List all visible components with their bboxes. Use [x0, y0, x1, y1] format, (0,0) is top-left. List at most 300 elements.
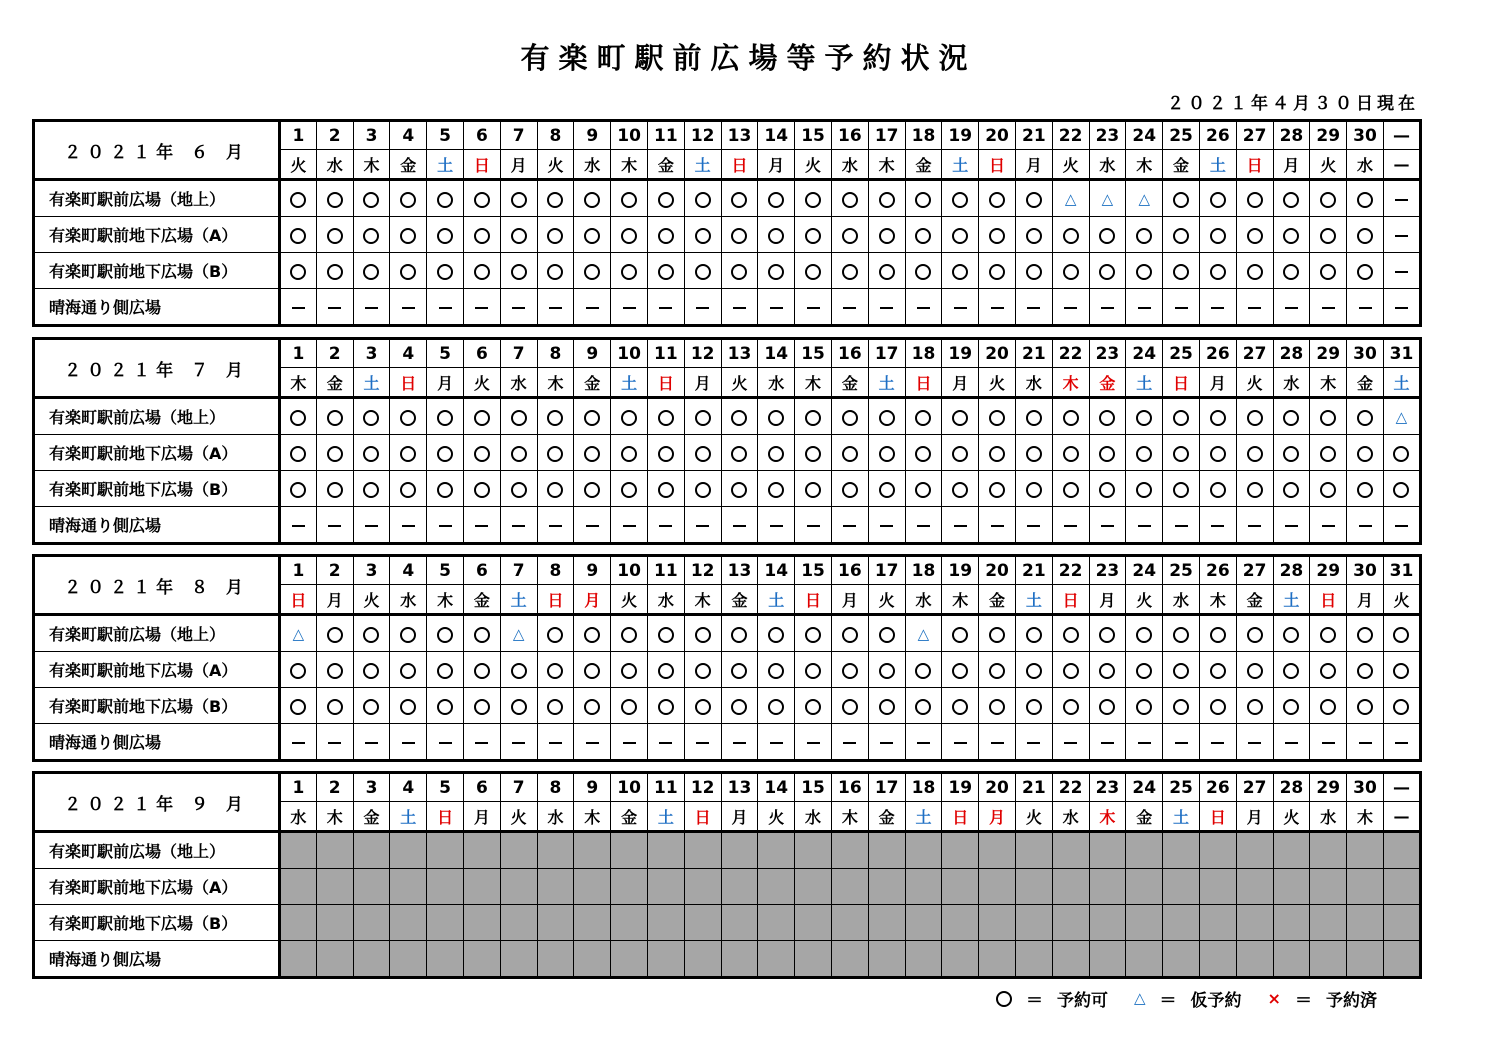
- status-available: [316, 688, 353, 724]
- status-not-open: [500, 832, 537, 869]
- circle-icon: [1173, 446, 1189, 462]
- day-number: 25: [1163, 773, 1200, 802]
- status-not-applicable: [1126, 289, 1163, 326]
- day-of-week: 木: [795, 368, 832, 398]
- circle-icon: [1357, 192, 1373, 208]
- status-available: [721, 471, 758, 507]
- day-number: 21: [1015, 121, 1052, 150]
- circle-icon: [363, 264, 379, 280]
- circle-icon: [1026, 228, 1042, 244]
- circle-icon: [363, 699, 379, 715]
- triangle-icon: △: [1064, 190, 1077, 208]
- status-available: [684, 471, 721, 507]
- status-available: [1347, 253, 1384, 289]
- day-number: 4: [390, 556, 427, 585]
- circle-icon: [1393, 699, 1409, 715]
- day-number: 13: [721, 773, 758, 802]
- circle-icon: [805, 192, 821, 208]
- status-available: [1089, 471, 1126, 507]
- status-not-open: [316, 905, 353, 941]
- circle-icon: [1210, 228, 1226, 244]
- circle-icon: [952, 446, 968, 462]
- circle-icon: [842, 446, 858, 462]
- day-of-week: 日: [647, 368, 684, 398]
- dash-icon: [733, 525, 746, 527]
- day-of-week: 水: [500, 368, 537, 398]
- day-of-week: 火: [1383, 585, 1420, 615]
- month-block: [32, 554, 1422, 762]
- day-of-week: 木: [1347, 802, 1384, 832]
- status-available: [758, 652, 795, 688]
- status-available: [1273, 253, 1310, 289]
- status-provisional: [905, 615, 942, 652]
- status-available: [868, 688, 905, 724]
- status-available: [1347, 615, 1384, 652]
- dash-icon: [365, 307, 378, 309]
- day-of-week: 金: [1347, 368, 1384, 398]
- circle-icon: [879, 627, 895, 643]
- status-available: [1199, 652, 1236, 688]
- dash-icon: [439, 307, 452, 309]
- circle-icon: [1099, 663, 1115, 679]
- status-available: [427, 471, 464, 507]
- circle-icon: [1173, 264, 1189, 280]
- day-number: 7: [500, 556, 537, 585]
- day-number: 5: [427, 773, 464, 802]
- day-number: 3: [353, 121, 390, 150]
- status-available: [280, 688, 317, 724]
- dash-icon: [1064, 525, 1077, 527]
- circle-icon: [1099, 627, 1115, 643]
- day-of-week: 日: [1052, 585, 1089, 615]
- facility-name: 有楽町駅前広場（地上）: [34, 832, 280, 869]
- status-not-applicable: [721, 507, 758, 544]
- status-not-open: [1089, 905, 1126, 941]
- status-available: [1236, 615, 1273, 652]
- circle-icon: [989, 410, 1005, 426]
- day-of-week: 月: [1015, 150, 1052, 180]
- circle-icon: [1063, 446, 1079, 462]
- status-not-open: [316, 869, 353, 905]
- day-number: 1: [280, 339, 317, 368]
- status-provisional: [280, 615, 317, 652]
- status-not-open: [1273, 832, 1310, 869]
- circle-icon: [290, 228, 306, 244]
- circle-icon: [474, 482, 490, 498]
- status-not-applicable: [611, 724, 648, 761]
- status-available: [537, 180, 574, 217]
- status-available: [611, 217, 648, 253]
- day-of-week: 月: [942, 368, 979, 398]
- day-of-week: 水: [390, 585, 427, 615]
- status-available: [390, 398, 427, 435]
- legend-item-available: [996, 986, 1108, 1011]
- page-title: 有楽町駅前広場等予約状況: [520, 41, 977, 75]
- circle-icon: [1393, 663, 1409, 679]
- day-of-week: 水: [574, 150, 611, 180]
- status-not-applicable: [1236, 724, 1273, 761]
- status-provisional: [1126, 180, 1163, 217]
- circle-icon: [327, 192, 343, 208]
- circle-icon: [768, 482, 784, 498]
- status-available: [611, 615, 648, 652]
- dash-icon: [1175, 742, 1188, 744]
- status-available: [463, 435, 500, 471]
- circle-icon: [363, 482, 379, 498]
- dash-icon: [512, 307, 525, 309]
- legend-equals: ＝: [1026, 991, 1043, 1011]
- status-not-open: [611, 832, 648, 869]
- day-of-week: 火: [1236, 368, 1273, 398]
- circle-icon: [1173, 228, 1189, 244]
- status-not-open: [979, 832, 1016, 869]
- status-not-applicable: [1383, 217, 1420, 253]
- status-not-applicable: [611, 507, 648, 544]
- day-number: 2: [316, 339, 353, 368]
- day-of-week: 月: [721, 802, 758, 832]
- status-available: [868, 435, 905, 471]
- day-of-week: 木: [831, 802, 868, 832]
- status-available: [979, 398, 1016, 435]
- day-number: 31: [1383, 556, 1420, 585]
- status-not-applicable: [1089, 724, 1126, 761]
- dash-icon: [770, 307, 783, 309]
- day-number: —: [1383, 773, 1420, 802]
- status-not-open: [647, 869, 684, 905]
- status-not-open: [684, 905, 721, 941]
- dash-icon: [402, 742, 415, 744]
- day-number: 14: [758, 339, 795, 368]
- status-available: [647, 217, 684, 253]
- status-not-applicable: [427, 724, 464, 761]
- status-not-open: [500, 905, 537, 941]
- day-of-week: 火: [795, 150, 832, 180]
- status-available: [1199, 435, 1236, 471]
- circle-icon: [879, 482, 895, 498]
- day-of-week: 月: [684, 368, 721, 398]
- day-of-week: 木: [574, 802, 611, 832]
- status-available: [1163, 435, 1200, 471]
- triangle-icon: △: [512, 625, 525, 643]
- status-not-applicable: [868, 507, 905, 544]
- dash-icon: [696, 307, 709, 309]
- status-not-open: [1383, 905, 1420, 941]
- circle-icon: [842, 410, 858, 426]
- circle-icon: [695, 482, 711, 498]
- day-of-week: 火: [1015, 802, 1052, 832]
- day-of-week: 水: [280, 802, 317, 832]
- status-not-open: [758, 905, 795, 941]
- dash-icon: [1359, 525, 1372, 527]
- facility-name: 晴海通り側広場: [34, 941, 280, 978]
- status-available: [574, 180, 611, 217]
- status-not-open: [280, 941, 317, 978]
- status-available: [427, 253, 464, 289]
- dash-icon: [770, 742, 783, 744]
- status-available: [353, 688, 390, 724]
- circle-icon: [658, 627, 674, 643]
- circle-icon: [1357, 482, 1373, 498]
- status-not-applicable: [758, 724, 795, 761]
- day-number: 26: [1199, 121, 1236, 150]
- circle-icon: [915, 192, 931, 208]
- day-number: 18: [905, 121, 942, 150]
- day-of-week: 水: [795, 802, 832, 832]
- circle-icon: [1026, 410, 1042, 426]
- circle-icon: [768, 446, 784, 462]
- circle-icon: [1136, 663, 1152, 679]
- circle-icon: [1063, 699, 1079, 715]
- day-of-week: 日: [463, 150, 500, 180]
- status-available: [1163, 471, 1200, 507]
- circle-icon: [989, 627, 1005, 643]
- day-number: 1: [280, 773, 317, 802]
- day-of-week: 木: [1089, 802, 1126, 832]
- status-available: [647, 652, 684, 688]
- status-not-open: [979, 941, 1016, 978]
- status-available: [979, 435, 1016, 471]
- status-not-applicable: [647, 507, 684, 544]
- dash-icon: [365, 742, 378, 744]
- status-available: [905, 253, 942, 289]
- day-number: 22: [1052, 773, 1089, 802]
- status-available: [1347, 398, 1384, 435]
- day-number: 27: [1236, 556, 1273, 585]
- day-of-week: 金: [463, 585, 500, 615]
- dash-icon: [1211, 525, 1224, 527]
- status-not-open: [280, 869, 317, 905]
- facility-name: 有楽町駅前地下広場（A）: [34, 652, 280, 688]
- circle-icon: [437, 663, 453, 679]
- day-number: 22: [1052, 339, 1089, 368]
- circle-icon: [363, 410, 379, 426]
- status-not-open: [1310, 941, 1347, 978]
- status-available: [1383, 435, 1420, 471]
- status-not-applicable: [1273, 289, 1310, 326]
- day-of-week: 月: [979, 802, 1016, 832]
- circle-icon: [400, 264, 416, 280]
- status-available: [1347, 180, 1384, 217]
- triangle-icon: △: [292, 625, 305, 643]
- day-number: 13: [721, 339, 758, 368]
- status-available: [1015, 180, 1052, 217]
- day-number: 26: [1199, 556, 1236, 585]
- circle-icon: [584, 228, 600, 244]
- dash-icon: [1027, 525, 1040, 527]
- status-available: [1383, 615, 1420, 652]
- status-not-applicable: [1383, 289, 1420, 326]
- dash-icon: [328, 525, 341, 527]
- day-number: 4: [390, 773, 427, 802]
- day-of-week: 金: [905, 150, 942, 180]
- day-of-week: 水: [1015, 368, 1052, 398]
- facility-row: [34, 652, 1421, 688]
- status-not-open: [1126, 832, 1163, 869]
- circle-icon: [547, 192, 563, 208]
- dash-icon: [1395, 235, 1408, 237]
- circle-icon: [547, 446, 563, 462]
- day-number: 5: [427, 121, 464, 150]
- circle-icon: [1210, 264, 1226, 280]
- day-number: 8: [537, 556, 574, 585]
- dash-icon: [659, 742, 672, 744]
- circle-icon: [327, 228, 343, 244]
- status-not-applicable: [1273, 724, 1310, 761]
- status-available: [1015, 688, 1052, 724]
- status-available: [390, 652, 427, 688]
- circle-icon: [547, 627, 563, 643]
- dash-icon: [880, 742, 893, 744]
- circle-icon: [805, 627, 821, 643]
- day-of-week: 火: [500, 802, 537, 832]
- circle-icon: [1099, 228, 1115, 244]
- status-available: [316, 180, 353, 217]
- day-of-week: 月: [1273, 150, 1310, 180]
- status-not-applicable: [684, 289, 721, 326]
- circle-icon: [915, 446, 931, 462]
- status-available: [1089, 688, 1126, 724]
- circle-icon: [842, 663, 858, 679]
- status-not-open: [1089, 869, 1126, 905]
- legend-item-booked: [1268, 986, 1377, 1011]
- status-available: [500, 180, 537, 217]
- circle-icon: [511, 192, 527, 208]
- circle-icon: [584, 627, 600, 643]
- dash-icon: [586, 742, 599, 744]
- status-not-applicable: [500, 507, 537, 544]
- status-available: [1273, 615, 1310, 652]
- circle-icon: [915, 663, 931, 679]
- status-not-open: [1052, 905, 1089, 941]
- day-of-week: 木: [942, 585, 979, 615]
- status-not-applicable: [905, 724, 942, 761]
- day-number: 23: [1089, 556, 1126, 585]
- status-available: [647, 615, 684, 652]
- day-of-week: 金: [353, 802, 390, 832]
- status-not-open: [463, 869, 500, 905]
- status-not-open: [1347, 869, 1384, 905]
- day-of-week: 土: [353, 368, 390, 398]
- status-not-open: [1089, 941, 1126, 978]
- status-available: [280, 435, 317, 471]
- status-provisional: [1383, 398, 1420, 435]
- status-not-applicable: [1347, 289, 1384, 326]
- circle-icon: [879, 192, 895, 208]
- day-of-week: —: [1383, 802, 1420, 832]
- status-not-open: [1273, 941, 1310, 978]
- status-available: [1199, 688, 1236, 724]
- status-not-open: [280, 905, 317, 941]
- day-of-week: 金: [1126, 802, 1163, 832]
- day-number: 10: [611, 121, 648, 150]
- status-available: [1052, 435, 1089, 471]
- status-not-applicable: [979, 724, 1016, 761]
- dash-icon: [475, 307, 488, 309]
- status-not-applicable: [280, 507, 317, 544]
- status-available: [684, 615, 721, 652]
- as-of-date: ２０２１年４月３０日現在: [1167, 94, 1419, 114]
- status-available: [611, 435, 648, 471]
- month-label: ２０２１年 ６ 月: [34, 121, 280, 180]
- status-available: [463, 217, 500, 253]
- month-block: [32, 337, 1422, 545]
- day-number: 20: [979, 121, 1016, 150]
- dash-icon: [1285, 307, 1298, 309]
- day-of-week: 月: [1199, 368, 1236, 398]
- status-available: [353, 615, 390, 652]
- day-of-week: 水: [1163, 585, 1200, 615]
- day-of-week: 金: [574, 368, 611, 398]
- circle-icon: [1099, 699, 1115, 715]
- day-number: 29: [1310, 339, 1347, 368]
- circle-icon: [731, 264, 747, 280]
- circle-icon: [400, 446, 416, 462]
- status-not-open: [942, 869, 979, 905]
- status-available: [868, 652, 905, 688]
- day-number: 5: [427, 339, 464, 368]
- status-not-open: [1052, 832, 1089, 869]
- dash-icon: [1322, 307, 1335, 309]
- day-number: 17: [868, 339, 905, 368]
- legend: [996, 986, 1403, 1011]
- status-available: [1126, 253, 1163, 289]
- status-available: [795, 253, 832, 289]
- day-number: 9: [574, 339, 611, 368]
- status-available: [1236, 435, 1273, 471]
- status-not-applicable: [758, 289, 795, 326]
- status-not-open: [353, 869, 390, 905]
- status-available: [647, 471, 684, 507]
- circle-icon: [1173, 627, 1189, 643]
- circle-icon: [989, 446, 1005, 462]
- status-not-applicable: [721, 724, 758, 761]
- circle-icon: [768, 192, 784, 208]
- status-available: [500, 652, 537, 688]
- circle-icon: [400, 699, 416, 715]
- status-not-applicable: [353, 507, 390, 544]
- triangle-icon: △: [917, 625, 930, 643]
- facility-name: 有楽町駅前地下広場（B）: [34, 253, 280, 289]
- day-number: 3: [353, 339, 390, 368]
- circle-icon: [1210, 410, 1226, 426]
- status-not-applicable: [1126, 507, 1163, 544]
- legend-label: 予約済: [1325, 991, 1377, 1011]
- status-not-open: [1163, 832, 1200, 869]
- day-number: 22: [1052, 556, 1089, 585]
- circle-icon: [768, 663, 784, 679]
- circle-icon: [1247, 446, 1263, 462]
- day-of-week: 木: [611, 150, 648, 180]
- day-of-week: 金: [1236, 585, 1273, 615]
- status-available: [1236, 180, 1273, 217]
- circle-icon: [952, 699, 968, 715]
- dash-icon: [1322, 525, 1335, 527]
- status-not-open: [1052, 869, 1089, 905]
- circle-icon: [1320, 482, 1336, 498]
- circle-icon: [474, 699, 490, 715]
- status-available: [758, 217, 795, 253]
- circle-icon: [584, 192, 600, 208]
- status-available: [427, 688, 464, 724]
- status-not-open: [1273, 905, 1310, 941]
- status-available: [868, 615, 905, 652]
- day-of-week: 月: [574, 585, 611, 615]
- circle-icon: [989, 264, 1005, 280]
- day-of-week: 木: [280, 368, 317, 398]
- status-available: [537, 615, 574, 652]
- dash-icon: [954, 307, 967, 309]
- facility-name: 有楽町駅前広場（地上）: [34, 398, 280, 435]
